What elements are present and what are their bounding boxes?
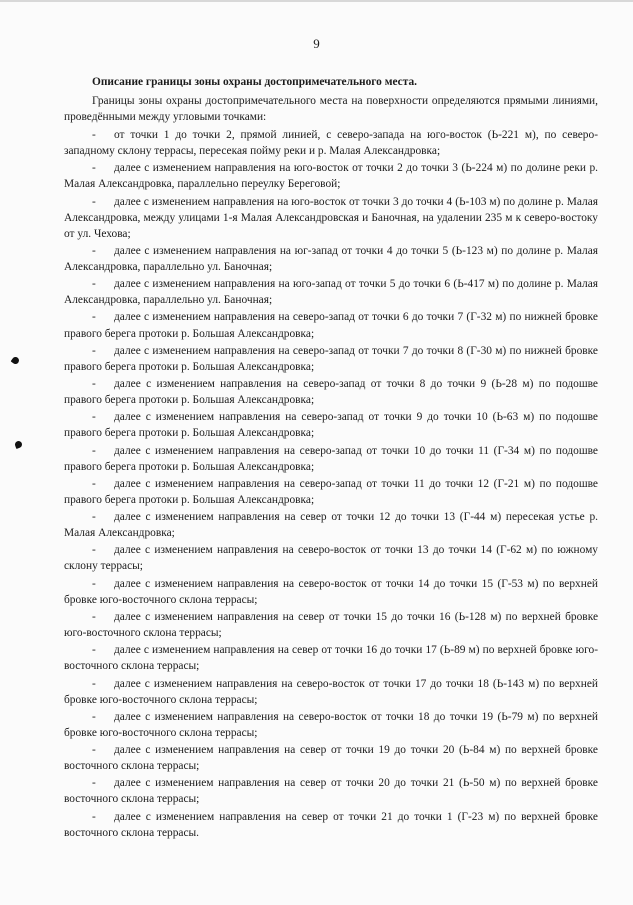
page-top-edge — [0, 0, 633, 2]
list-item — [64, 775, 598, 807]
list-dash: - — [92, 311, 96, 324]
list-item — [64, 742, 598, 774]
list-dash: - — [92, 411, 96, 424]
list-dash: - — [92, 777, 96, 790]
list-item-text: далее с изменением направления на северо-запад от точки 10 до точки 11 (Г-34 м) по подошве правого берега протоки р. Большая Александровка; — [64, 444, 598, 473]
scan-mark — [14, 440, 23, 449]
list-dash: - — [92, 710, 96, 723]
list-item-text: далее с изменением направления на северо-запад от точки 7 до точки 8 (Г-30 м) по нижней бровке правого берега протоки р. Большая Александровка; — [64, 344, 598, 373]
list-dash: - — [92, 129, 96, 141]
list-dash: - — [92, 344, 96, 357]
list-item-text: далее с изменением направления на юго-восток от точки 3 до точки 4 (Ь-103 м) по долине р. Малая Александровка, между улицами 1-я Малая Александровская и Баночная, на удалении 235 м к северо-востоку от ул. Чехова; — [64, 195, 598, 240]
list-dash: - — [92, 378, 96, 391]
list-item-text: далее с изменением направления на северо-запад от точки 6 до точки 7 (Г-32 м) по нижней бровке правого берега протоки р. Большая Александровка; — [64, 311, 598, 340]
intro-paragraph: Границы зоны охраны достопримечательного места на поверхности определяются прямыми линиями, проведёнными между угловыми точками: — [64, 95, 598, 123]
list-item — [64, 127, 598, 159]
list-item-text: далее с изменением направления на север от точки 16 до точки 17 (Ь-89 м) по верхней бровке юго-восточного склона террасы; — [64, 644, 598, 673]
list-dash: - — [92, 162, 96, 175]
list-item-text: далее с изменением направления на северо-запад от точки 8 до точки 9 (Ь-28 м) по подошве правого берега протоки р. Большая Александровка; — [64, 378, 598, 407]
list-item — [64, 343, 598, 375]
list-item-text: далее с изменением направления на север от точки 21 до точки 1 (Г-23 м) по верхней бровке восточного склона террасы. — [64, 810, 598, 839]
list-item-text: далее с изменением направления на север от точки 19 до точки 20 (Ь-84 м) по верхней бровке восточного склона террасы; — [64, 744, 598, 773]
list-item-text: далее с изменением направления на северо-запад от точки 11 до точки 12 (Г-21 м) по подошве правого берега протоки р. Большая Александровка; — [64, 477, 598, 506]
list-dash: - — [92, 677, 96, 690]
list-item — [64, 160, 598, 192]
list-item — [64, 809, 598, 841]
list-dash: - — [92, 544, 96, 557]
list-item — [64, 243, 598, 275]
list-item-text: далее с изменением направления на юго-восток от точки 2 до точки 3 (Ь-224 м) по долине реки р. Малая Александровка, параллельно переулку Береговой; — [64, 162, 598, 191]
list-item — [64, 194, 598, 242]
list-item-text: далее с изменением направления на север от точки 15 до точки 16 (Ь-128 м) по верхней бровке юго-восточного склона террасы; — [64, 610, 598, 640]
list-item — [64, 376, 598, 408]
list-item — [64, 676, 598, 708]
list-item-text: далее с изменением направления на северо-восток от точки 14 до точки 15 (Г-53 м) по верхней бровке юго-восточного склона террасы; — [64, 577, 598, 606]
list-item-text: далее с изменением направления на северо-восток от точки 17 до точки 18 (Ь-143 м) по верхней бровке юго-восточного склона террасы; — [64, 677, 598, 706]
list-item-text: далее с изменением направления на юго-запад от точки 5 до точки 6 (Ь-417 м) по долине р. Малая Александровка, параллельно ул. Баночная; — [64, 278, 598, 307]
list-dash: - — [92, 744, 96, 757]
list-item — [64, 576, 598, 608]
boundary-list — [64, 127, 598, 841]
list-item-text: далее с изменением направления на северо-восток от точки 13 до точки 14 (Г-62 м) по южному склону террасы; — [64, 544, 598, 573]
list-item — [64, 509, 598, 541]
list-dash: - — [92, 511, 96, 524]
list-item-text: далее с изменением направления на северо-восток от точки 18 до точки 19 (Ь-79 м) по верхней бровке юго-восточного склона террасы; — [64, 710, 598, 739]
list-dash: - — [92, 577, 96, 590]
list-item — [64, 476, 598, 508]
scan-mark — [11, 356, 21, 366]
list-item-text: далее с изменением направления на север от точки 12 до точки 13 (Г-44 м) пересекая устье р. Малая Александровка; — [64, 511, 598, 540]
list-item — [64, 309, 598, 341]
list-dash: - — [92, 195, 96, 208]
document-body — [64, 74, 598, 842]
list-dash: - — [92, 610, 96, 623]
list-item-text: далее с изменением направления на юг-запад от точки 4 до точки 5 (Ь-123 м) по долине р. Малая Александровка, параллельно ул. Баночная; — [64, 244, 598, 273]
list-dash: - — [92, 444, 96, 457]
list-item — [64, 409, 598, 441]
list-item — [64, 276, 598, 308]
list-item — [64, 609, 598, 641]
list-dash: - — [92, 244, 96, 257]
list-dash: - — [92, 810, 96, 823]
list-item — [64, 443, 598, 475]
list-item-text: от точки 1 до точки 2, прямой линией, с северо-запада на юго-восток (Ь-221 м), по северо-западному склону террасы, пересекая пойму реки и р. Малая Александровка; — [64, 129, 598, 158]
list-dash: - — [92, 644, 96, 657]
section-heading: Описание границы зоны охраны достопримечательного места. — [92, 76, 417, 88]
list-dash: - — [92, 278, 96, 291]
list-item — [64, 542, 598, 574]
list-item — [64, 709, 598, 741]
list-item-text: далее с изменением направления на север от точки 20 до точки 21 (Ь-50 м) по верхней бровке восточного склона террасы; — [64, 777, 598, 806]
list-dash: - — [92, 477, 96, 490]
list-item — [64, 642, 598, 674]
list-item-text: далее с изменением направления на северо-запад от точки 9 до точки 10 (Ь-63 м) по подошве правого берега протоки р. Большая Александровка; — [64, 411, 598, 440]
page-number: 9 — [313, 36, 320, 51]
